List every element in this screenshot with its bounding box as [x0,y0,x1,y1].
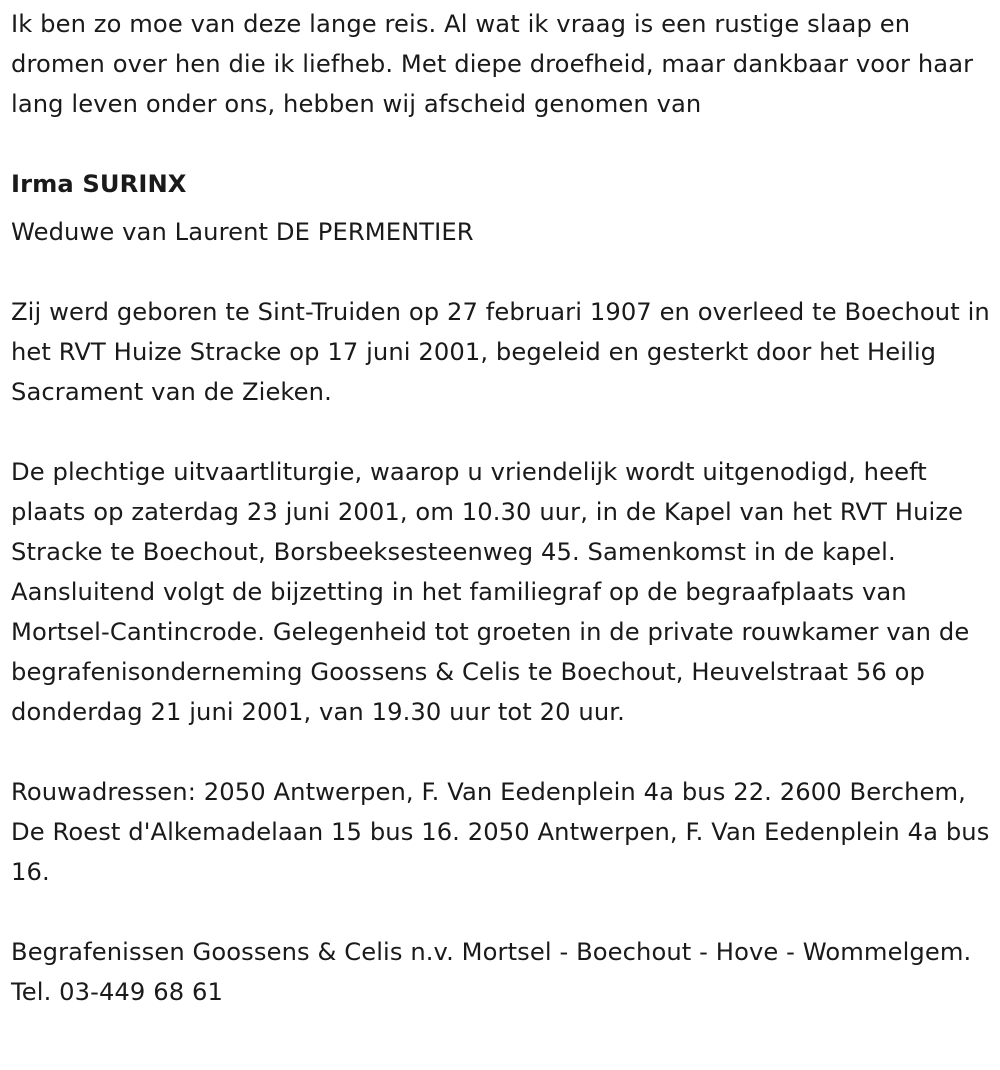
deceased-name: Irma SURINX [11,170,187,198]
intro-paragraph: Ik ben zo moe van deze lange reis. Al wat ik vraag is een rustige slaap en dromen over hen die ik liefheb. Met diepe droefheid, maar dankbaar voor haar lang leven onder ons, hebben wij afscheid genomen van [11,10,974,118]
birth-death-paragraph: Zij werd geboren te Sint-Truiden op 27 februari 1907 en overleed te Boechout in het RVT Huize Stracke op 17 juni 2001, begeleid en gesterkt door het Heilig Sacrament van de Zieken. [11,298,990,406]
addresses-paragraph: Rouwadressen: 2050 Antwerpen, F. Van Eedenplein 4a bus 22. 2600 Berchem, De Roest d'Alkemadelaan 15 bus 16. 2050 Antwerpen, F. Van Eedenplein 4a bus 16. [11,778,990,886]
undertaker-paragraph: Begrafenissen Goossens & Celis n.v. Mortsel - Boechout - Hove - Wommelgem. Tel. 03-449 68 61 [11,938,972,1006]
funeral-paragraph: De plechtige uitvaartliturgie, waarop u vriendelijk wordt uitgenodigd, heeft plaats op zaterdag 23 juni 2001, om 10.30 uur, in de Kapel van het RVT Huize Stracke te Boechout, Borsbeeksesteenweg 45. Samenkomst in de kapel. Aansluitend volgt de bijzetting in het familiegraf op de begraafplaats van Mortsel-Cantincrode. Gelegenheid tot groeten in de private rouwkamer van de begrafenisonderneming Goossens & Celis te Boechout, Heuvelstraat 56 op donderdag 21 juni 2001, van 19.30 uur tot 20 uur. [11,458,970,726]
obituary-notice [11,4,996,1012]
widow-of-line: Weduwe van Laurent DE PERMENTIER [11,218,474,246]
